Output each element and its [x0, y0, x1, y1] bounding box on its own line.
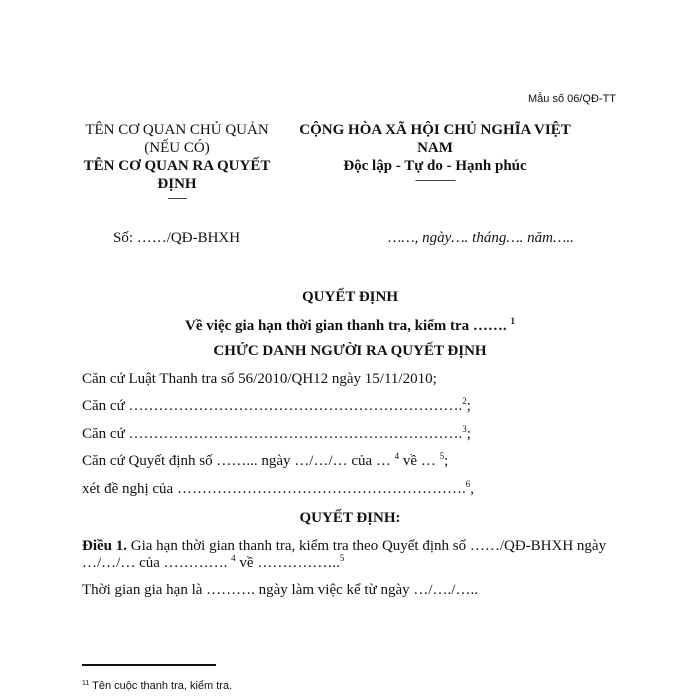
document-subtitle [0, 318, 700, 335]
proposal-text: xét đề nghị của …………………………………………………. [82, 481, 466, 497]
footnote-ref: 1 [510, 316, 515, 326]
proposal-end: , [470, 481, 474, 497]
proposal-line [82, 481, 474, 498]
article-1-cont-a: …/…/… của …………. [82, 555, 228, 571]
left-header [66, 121, 288, 204]
footnote-mark: 11 [82, 680, 90, 687]
basis-4-end: ; [444, 453, 449, 469]
subtitle-text: Về việc gia hạn thời gian thanh tra, kiểm tra ……. [185, 318, 507, 334]
left-header-dash: ------- [167, 192, 187, 204]
document-title: QUYẾT ĐỊNH [302, 289, 398, 305]
footnote-ref: 5 [439, 451, 445, 461]
document-date: ……, ngày…. tháng…. năm….. [388, 230, 574, 246]
footnote-separator [82, 664, 216, 666]
basis-4-mid: về … [399, 453, 436, 469]
issuing-agency-name: TÊN CƠ QUAN RA QUYẾT [83, 158, 271, 174]
authority-title: CHỨC DANH NGƯỜI RA QUYẾT ĐỊNH [213, 343, 487, 359]
right-header-dash: --------------- [415, 174, 455, 186]
basis-3 [82, 426, 471, 443]
country-name: CỘNG HÒA XÃ HỘI CHỦ NGHĨA VIỆT [299, 122, 571, 138]
right-header [290, 121, 580, 186]
article-1-text: Gia hạn thời gian thanh tra, kiểm tra theo Quyết định số ……/QĐ-BHXH ngày [127, 538, 607, 554]
footnote-ref: 6 [465, 479, 471, 489]
parent-agency-note: (NẾU CÓ) [144, 140, 210, 156]
decision-heading: QUYẾT ĐỊNH: [299, 510, 401, 526]
basis-4 [82, 453, 448, 470]
basis-2-text: Căn cứ …………………………………………………………. [82, 398, 463, 414]
basis-4-text: Căn cứ Quyết định số ……... ngày …/…/… của … [82, 453, 391, 469]
footnote-ref: 4 [231, 553, 236, 563]
article-1-cont [82, 555, 344, 572]
basis-3-text: Căn cứ …………………………………………………………. [82, 426, 463, 442]
document-number: Số: ……/QĐ-BHXH [113, 230, 241, 246]
footnote [82, 680, 232, 692]
article-1-cont-b: về …………….. [235, 555, 340, 571]
country-name-cont: NAM [417, 140, 453, 156]
basis-2-end: ; [466, 398, 471, 414]
basis-3-end: ; [466, 426, 471, 442]
footnote-text: Tên cuộc thanh tra, kiểm tra. [89, 680, 233, 692]
parent-agency-name: TÊN CƠ QUAN CHỦ QUẢN [85, 122, 269, 138]
issuing-agency-name-cont: ĐỊNH [157, 176, 197, 192]
article-1-label: Điều 1. [82, 538, 127, 554]
basis-law: Căn cứ Luật Thanh tra số 56/2010/QH12 ngày 15/11/2010; [82, 371, 437, 387]
form-code: Mẫu số 06/QĐ-TT [528, 93, 617, 105]
footnote-ref: 5 [339, 553, 345, 563]
footnote-ref: 2 [462, 396, 467, 406]
basis-2 [82, 398, 471, 415]
footnote-ref: 4 [394, 451, 400, 461]
national-motto: Độc lập - Tự do - Hạnh phúc [343, 158, 527, 174]
extension-period: Thời gian gia hạn là ………. ngày làm việc kể từ ngày …/…./….. [82, 582, 478, 598]
footnote-ref: 3 [462, 424, 467, 434]
